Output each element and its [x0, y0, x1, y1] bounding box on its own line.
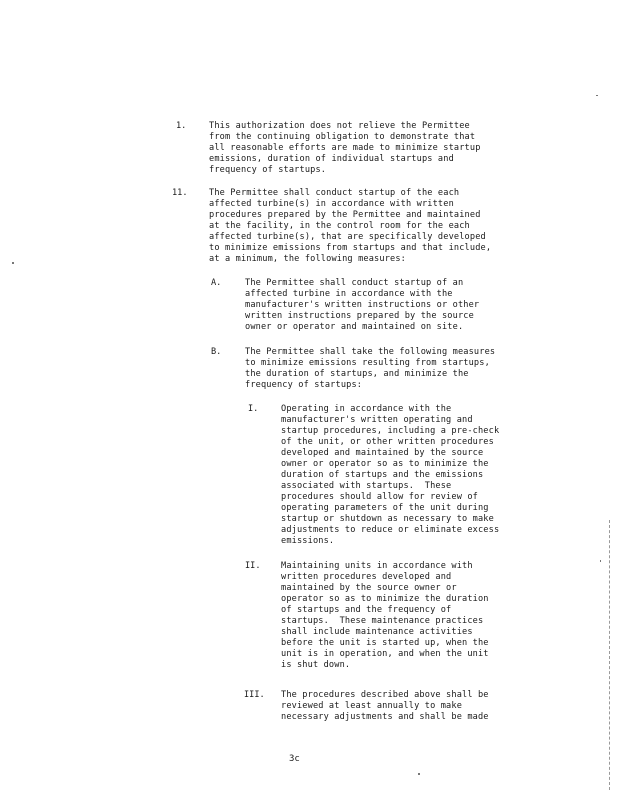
- text-line: procedures prepared by the Permittee and maintained: [209, 210, 481, 220]
- item-roman: III.: [244, 690, 265, 700]
- text-line: The Permittee shall conduct startup of an: [245, 278, 464, 288]
- text-line: frequency of startups.: [209, 165, 327, 175]
- text-line: developed and maintained by the source: [281, 448, 484, 458]
- text-line: from the continuing obligation to demonstrate that: [209, 132, 476, 142]
- text-line: associated with startups. These: [281, 481, 452, 491]
- scan-speck: [596, 95, 598, 96]
- text-line: to minimize emissions resulting from startups,: [245, 358, 490, 368]
- text-line: startup procedures, including a pre-check: [281, 426, 500, 436]
- text-line: affected turbine(s), that are specifically developed: [209, 232, 486, 242]
- text-line: written procedures developed and: [281, 572, 452, 582]
- text-line: adjustments to reduce or eliminate excess: [281, 525, 500, 535]
- text-line: affected turbine(s) in accordance with written: [209, 199, 454, 209]
- text-line: at the facility, in the control room for the each: [209, 221, 470, 231]
- text-line: shall include maintenance activities: [281, 627, 473, 637]
- scan-speck: [600, 560, 601, 562]
- scan-speck: [418, 773, 420, 775]
- text-line: at a minimum, the following measures:: [209, 254, 406, 264]
- text-line: all reasonable efforts are made to minimize startup: [209, 143, 481, 153]
- text-line: before the unit is started up, when the: [281, 638, 489, 648]
- text-line: The Permittee shall take the following measures: [245, 347, 496, 357]
- text-line: manufacturer's written operating and: [281, 415, 473, 425]
- text-line: owner or operator and maintained on site.: [245, 322, 464, 332]
- text-line: Operating in accordance with the: [281, 404, 452, 414]
- text-line: This authorization does not relieve the Permittee: [209, 121, 470, 131]
- item-number: 1.: [176, 121, 187, 131]
- text-line: The procedures described above shall be: [281, 690, 489, 700]
- text-line: Maintaining units in accordance with: [281, 561, 473, 571]
- text-line: startups. These maintenance practices: [281, 616, 484, 626]
- page-number: 3c: [289, 754, 300, 764]
- text-line: maintained by the source owner or: [281, 583, 457, 593]
- text-line: duration of startups and the emissions: [281, 470, 484, 480]
- scan-speck: [12, 262, 14, 264]
- item-letter: B.: [211, 347, 222, 357]
- text-line: procedures should allow for review of: [281, 492, 478, 502]
- scan-edge-mark: [609, 520, 611, 790]
- text-line: the duration of startups, and minimize the: [245, 369, 469, 379]
- item-roman: I.: [248, 404, 259, 414]
- text-line: of the unit, or other written procedures: [281, 437, 494, 447]
- item-roman: II.: [245, 561, 261, 571]
- item-letter: A.: [211, 278, 222, 288]
- text-line: startup or shutdown as necessary to make: [281, 514, 494, 524]
- text-line: emissions.: [281, 536, 335, 546]
- text-line: affected turbine in accordance with the: [245, 289, 453, 299]
- text-line: emissions, duration of individual startups and: [209, 154, 454, 164]
- text-line: of startups and the frequency of: [281, 605, 452, 615]
- text-line: The Permittee shall conduct startup of the each: [209, 188, 460, 198]
- text-line: written instructions prepared by the source: [245, 311, 474, 321]
- text-line: owner or operator so as to minimize the: [281, 459, 489, 469]
- text-line: necessary adjustments and shall be made: [281, 712, 489, 722]
- text-line: operator so as to minimize the duration: [281, 594, 489, 604]
- text-line: to minimize emissions from startups and that include,: [209, 243, 492, 253]
- text-line: manufacturer's written instructions or other: [245, 300, 480, 310]
- text-line: frequency of startups:: [245, 380, 363, 390]
- text-line: unit is in operation, and when the unit: [281, 649, 489, 659]
- text-line: operating parameters of the unit during: [281, 503, 489, 513]
- text-line: reviewed at least annually to make: [281, 701, 463, 711]
- text-line: is shut down.: [281, 660, 351, 670]
- item-number: 11.: [172, 188, 188, 198]
